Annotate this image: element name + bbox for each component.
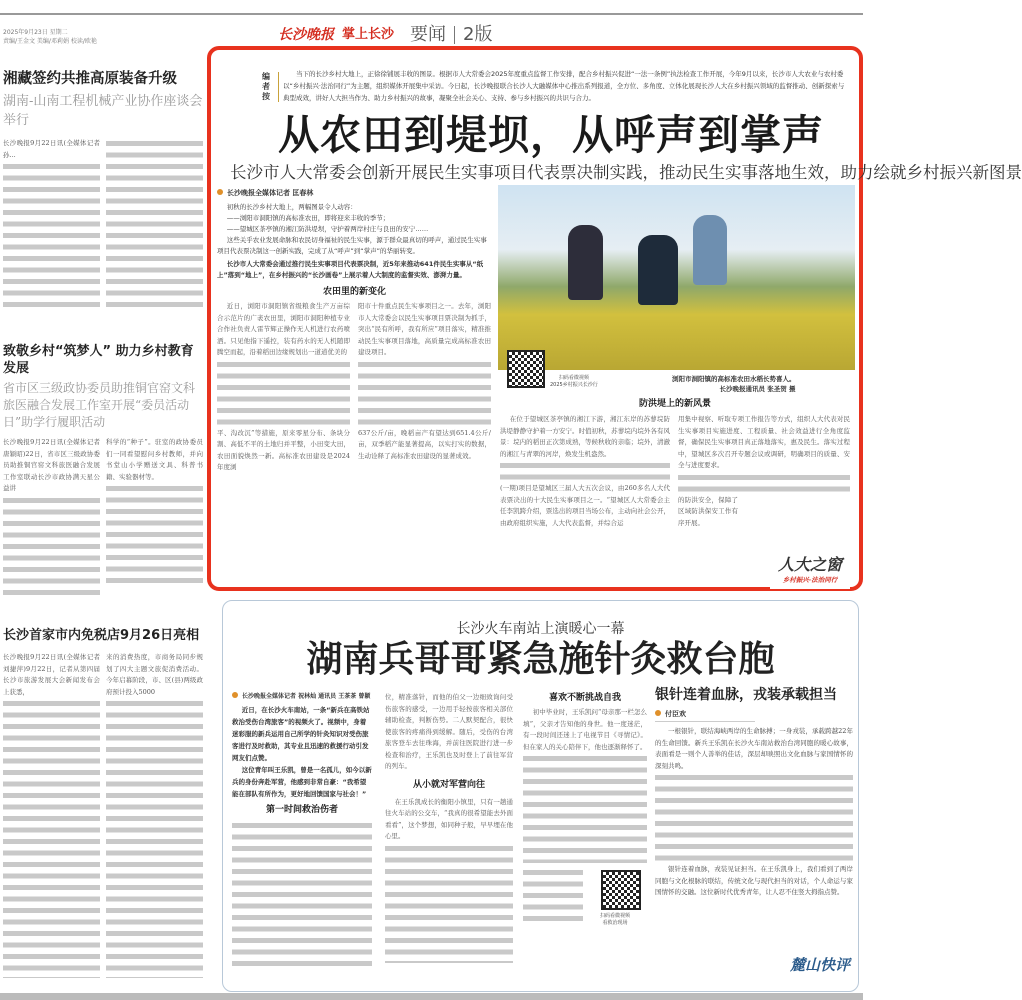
bullet-icon	[655, 710, 661, 716]
byline: 付臣欢	[665, 710, 686, 718]
commentary-headline: 银针连着血脉，戎装承载担当	[655, 687, 837, 703]
text: 的防洪安全，保障了区域防洪保安工作有序开展。	[678, 495, 738, 527]
text: 阳市十件重点民生实事项目之一。去年，浏阳市人大常委会以民生实事项目票决制为抓手，突出“民有所呼，我有所应”项目落实，精准推动民生实事项目落地，高质量完成高标准农田建设项目。	[358, 302, 491, 356]
bottom-rule	[0, 993, 863, 1000]
left-article-2	[3, 343, 203, 621]
text: 科学的“种子”。驻室的政协委员们一同看望慰问乡村教师，并向书堂山小学赠送文具、科普书籍、实验器材等。	[106, 438, 203, 481]
text: 近日，浏阳市洞阳镇省级粮食生产万亩综合示范片的广袤农田里，浏阳市洞阳种植专业合作社负责人雷节辉正操作无人机进行农药喷洒。只见他指下遥控，装有药水的无人机随即腾空而起，沿着稻田边缘规划出一道道优美的	[217, 302, 350, 356]
intro-2: ——浏阳市洞阳镇的高标准农田，即将迎来丰收的季节；	[226, 214, 390, 222]
badge-slogan: 乡村振兴·法治同行	[782, 576, 838, 584]
text: 637公斤/亩，晚稻亩产有望达到651.4公斤/亩，双季稻产能显著提高，以实打实的数据，生动诠释了高标准农田建设的显著成效。	[358, 428, 491, 460]
byline: 长沙晚报全媒体记者 匡春林	[227, 189, 314, 197]
badge-title: 人大之窗	[777, 555, 842, 574]
subhead: 省市区三级政协委员助推铜官窑文科旅医融合发展工作室开展“委员活动日”助学行履职活动	[3, 381, 196, 429]
text: 初中毕业时，王乐凯问“母亲那一栏怎么填”，父亲才告知他的身世。他一度迷茫，有一段时间还迷上了电视节目《寻情记》。但在家人的关心陪伴下，他也逐渐释怀了。	[523, 708, 647, 751]
page-meta	[3, 28, 97, 46]
feature-subheadline: 长沙市人大常委会创新开展民生实事项目代表票决制实践，推动民生实事落地生效，助力绘就乡村振兴新图景	[230, 163, 1022, 182]
lead-2: 这位青年叫王乐凯，曾是一名孤儿，如今以新兵的身份奔赴军营，他感到非常自豪：“我希望能在部队有所作为，更好地回馈国家与社会！”	[232, 766, 372, 798]
feature-headline: 从农田到堤坝，从呼声到掌声	[278, 111, 824, 159]
left-article-1	[3, 70, 203, 335]
story-col-2	[385, 692, 513, 987]
story-col-1	[232, 692, 372, 987]
intro-3: ——望城区茶亭镇的湘江防洪堤坝，守护着两岸村庄与良田的安宁……	[226, 225, 429, 233]
text: 在王乐凯成长的衡阳小镇里，只有一趟通往火车站的公交车，“我真的很希望能去外面看看”，这个梦想，如同种子般，早早埋在他心里。	[385, 797, 513, 840]
byline: 长沙晚报全媒体记者 祝林灿 通讯员 王茶茶 曾颖	[242, 693, 371, 700]
qr-caption: 扫码看微视频 看救治现场	[599, 913, 630, 926]
qr-code[interactable]	[507, 350, 545, 388]
text: (一期)项目是望城区三届人大五次会议，由260多名人大代表票决出的十大民生实事项目之一。“望城区人大常委会主任李凯跨介绍，票选出的项目当场公布，主动向社会公开，由政府组织实施，人大代表监督，并综合运	[500, 484, 670, 527]
photo-caption	[672, 374, 796, 394]
bullet-icon	[232, 692, 238, 698]
left-article-3	[3, 627, 203, 997]
editor-note: 当下的长沙乡村大地上，正徐徐铺展丰收的图景。根据市人大常委会2025年度重点监督工作安排，配合乡村振兴促进“一法一条例”执法检查工作开展，今年9月以来，长沙市人大农业与农村委以“乡村振兴·法治同行”为主题，组织媒体开展集中采访。今日起，长沙晚报联合长沙人大融媒体中心推出系列报道，全方位、多角度、立体化展现长沙人大在乡村振兴领域的监督推动、创新探索与典型成效，讲好人大担当作为、助力乡村振兴的故事，凝聚全社会关心、支持、参与乡村振兴的共识与合力。	[283, 70, 845, 102]
story-headline: 湖南兵哥哥紧急施针灸救台胞	[306, 639, 775, 680]
lead: 长沙晚报9月22日讯(全媒体记者 唐颖昭)22日，省市区三级政协委员助推铜官窑文科旅医融合发展工作室联动长沙市政协满天星公益讲	[3, 438, 100, 492]
masthead	[278, 24, 492, 46]
text: 一根银针，联结海峡两岸的生命脉搏；一身戎装，承载跨越22年的生命回馈。新兵王乐凯在长沙火车南站救治台湾同胞的暖心故事，表面看是一则个人善举的佳话，深层却映照出文化血脉与家国情怀的深刻共鸣。	[655, 727, 853, 770]
editor-note-label: 编者按	[262, 72, 279, 102]
section-heading: 防洪堤上的新风景	[638, 399, 711, 409]
headline: 长沙首家市内免税店9月26日亮相	[3, 628, 200, 643]
section-heading: 第一时间救治伤者	[265, 805, 338, 815]
page-editors: 责编/王金文 美编/邓莉娟 校读/欧艳	[3, 38, 97, 45]
rice-field-photo	[498, 185, 855, 370]
headline: 致敬乡村“筑梦人” 助力乡村教育发展	[3, 344, 194, 376]
subhead: 湖南-山南工程机械产业协作座谈会举行	[3, 94, 203, 128]
commentary	[655, 686, 853, 948]
person-figure	[568, 225, 603, 300]
mountain-review-logo: 麓山快评	[790, 956, 851, 974]
text: 来的消费热度，市商务局同步规划了四大主题文旅促消费活动。今年启幕阶段，市、区(县)两级政府预计投入5000	[106, 653, 203, 696]
qr-caption: 扫码看微视频 2025乡村振兴长沙行	[550, 375, 598, 388]
newspaper-logo: 长沙晚报	[278, 27, 334, 43]
top-rule	[0, 13, 863, 15]
person-figure	[693, 215, 727, 285]
lead: 长沙晚报9月22日讯(全媒体记者 孙...	[3, 139, 100, 159]
section-name: 要闻	[410, 24, 447, 45]
intro-bold: 长沙市人大常委会通过推行民生实事项目代表票决制，近5年来推动641件民生实事从“纸上”落到“地上”，在乡村振兴的“长沙画卷”上展示着人大制度的监督实效、澎湃力量。	[217, 260, 484, 279]
section-heading: 农田里的新变化	[322, 287, 386, 297]
headline: 湘藏签约共推高原装备升级	[3, 71, 177, 87]
text: 位，精准落针，而他的伯父一边细致询问受伤旅客的感受，一边用手轻按旅客相关部位辅助检查，判断伤势。二人默契配合，很快使旅客的疼痛得到缓解。随后，受伤的台湾旅客登车去往珠海，并前往医院进行进一步检查和治疗，王乐凯也及时登上了前往军营的列车。	[385, 693, 513, 770]
bullet-icon	[217, 189, 223, 195]
section-heading: 从小就对军营向往	[412, 779, 485, 790]
page-number: 2版	[463, 24, 493, 45]
page-date: 2025年9月23日 星期二	[3, 29, 68, 36]
text: 银针连着血脉，戎装见证担当。在王乐凯身上，我们看到了两岸同胞与文化根脉的联结，传统文化与现代担当的对话，个人命运与家国情怀的交融。这位新时代优秀青年，让人忍不住竖大拇指点赞。	[655, 865, 853, 896]
photo-credit: 长沙晚报通讯员 张圣贺 摄	[719, 385, 796, 393]
caption-text: 浏阳市洞阳镇的高标准农田水稻长势喜人。	[672, 375, 796, 383]
app-logo: 掌上长沙	[342, 27, 395, 42]
story-col-3	[523, 692, 647, 987]
intro-4: 这些关乎农业发展命脉和农民切身福祉的民生实事，源于群众最真切的呼声，通过民生实事项目代表票决制这一创新实践，完成了从“呼声”到“掌声”的华丽转变。	[217, 236, 487, 255]
renda-badge	[770, 555, 850, 589]
text: 平、沟改沉”等措施，原来零星分布、条块分割、高低不平的土地归并平整，小田变大田，农田面貌焕然一新。高标准农田建设是2024年度浏	[217, 428, 350, 471]
qr-code[interactable]	[601, 870, 641, 910]
feature-col-left	[217, 188, 492, 586]
person-figure	[638, 235, 678, 305]
divider	[454, 26, 455, 44]
text: 在位于望城区茶亭镇的湘江下游，湘江东岸的苏蓼垸防洪堤静静守护着一方安宁。时值初秋，苏蓼垸内垸外各有风景：垸内的稻田正次第成熟，等候秋收的亲临；垸外，清澈的湘江与青翠的河岸，焕发生机盎然。	[500, 415, 670, 458]
lead: 近日，在长沙火车南站，一条“新兵在高铁站救治受伤台湾旅客”的视频火了。视频中，身着迷彩服的新兵运用自己所学的针灸知识对受伤旅客进行及时救助，其专业且迅速的救援行动引发网友们点赞。	[232, 706, 370, 762]
text: 用集中视察、听取专项工作报告等方式，组织人大代表对民生实事项目实施进度、工程质量、社会效益进行全角度监督，确保民生实事项目真正落地落实，惠及民生。落实过程中，望城区多次召开专题会议或调研，明确项目的质量、安全与进度要求。	[678, 415, 850, 469]
lead: 长沙晚报9月22日讯(全媒体记者 刘捷萍)9月22日，记者从第四届长沙市旅游发展大会新闻发布会上获悉，	[3, 653, 100, 696]
intro-1: 初秋的长沙乡村大地上，两幅图景令人动容：	[226, 203, 357, 211]
section-heading: 喜欢不断挑战自我	[548, 693, 621, 703]
story-kicker: 长沙火车南站上演暖心一幕	[456, 621, 625, 637]
